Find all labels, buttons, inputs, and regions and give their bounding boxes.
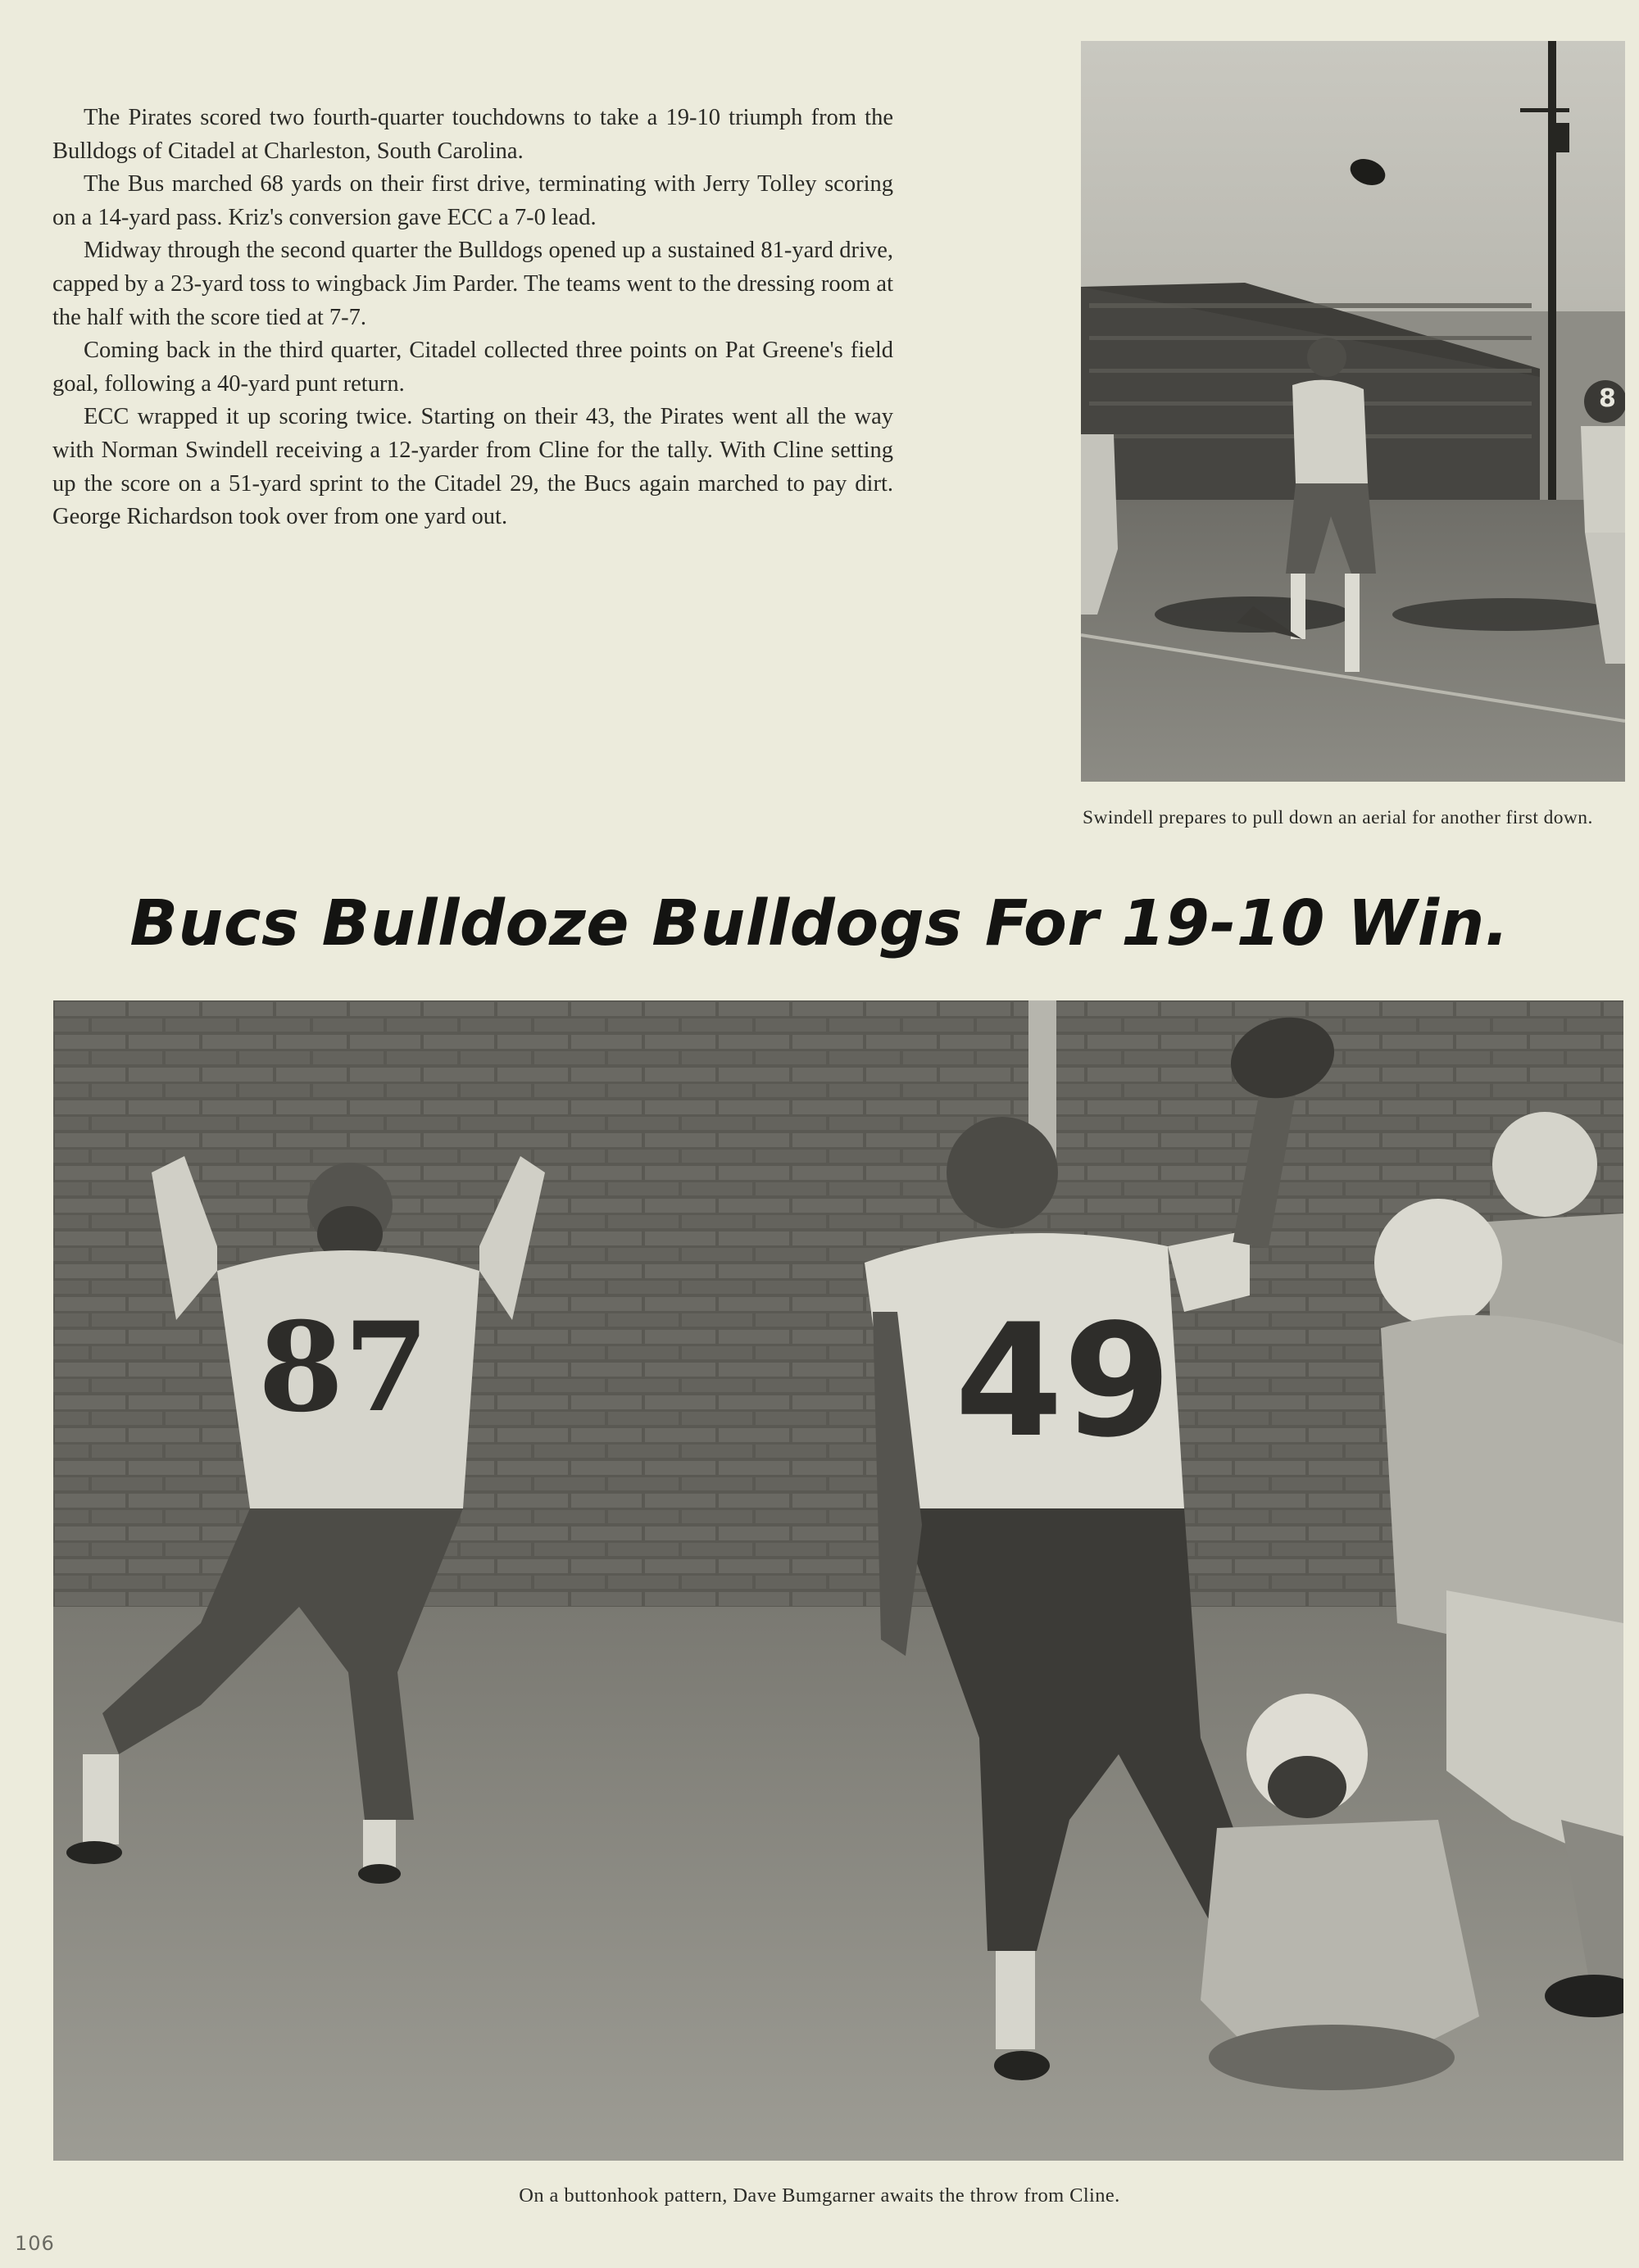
photo-swindell-catch-image	[1081, 41, 1625, 782]
page-number: 106	[15, 2232, 55, 2255]
article-paragraph: The Pirates scored two fourth-quarter touchdowns to take a 19-10 triumph from the Bulldogs of Citadel at Charleston, South Carolina.	[52, 105, 893, 164]
photo-buttonhook-pattern-image	[53, 1000, 1623, 2161]
article-body	[52, 102, 893, 534]
article-paragraph: ECC wrapped it up scoring twice. Starting on their 43, the Pirates went all the way with Norman Swindell receiving a 12-yarder from Cline for the tally. With Cline setting up the score on a 51-yard sprint to the Citadel 29, the Bucs again marched to pay dirt. George Richardson took over from one yard out.	[52, 404, 893, 530]
article-paragraph: The Bus marched 68 yards on their first drive, terminating with Jerry Tolley scoring on a 14-yard pass. Kriz's conversion gave ECC a 7-0 lead.	[52, 171, 893, 230]
photo-swindell-catch	[1081, 41, 1625, 782]
article-paragraph: Coming back in the third quarter, Citadel collected three points on Pat Greene's field goal, following a 40-yard punt return.	[52, 338, 893, 397]
photo-caption-bottom: On a buttonhook pattern, Dave Bumgarner awaits the throw from Cline.	[519, 2184, 1120, 2207]
jersey-number-49: 49	[955, 1290, 1172, 1472]
photo-caption-top: Swindell prepares to pull down an aerial for another first down.	[1083, 807, 1593, 828]
headline: Bucs Bulldoze Bulldogs For 19-10 Win.	[129, 887, 1510, 960]
jersey-number-top: 8	[1599, 384, 1616, 413]
article-paragraph: Midway through the second quarter the Bulldogs opened up a sustained 81-yard drive, capped by a 23-yard toss to wingback Jim Parder. The teams went to the dressing room at the half with the score tied at 7-7.	[52, 238, 893, 330]
photo-buttonhook-pattern	[53, 1000, 1623, 2161]
jersey-number-87: 87	[258, 1295, 429, 1440]
